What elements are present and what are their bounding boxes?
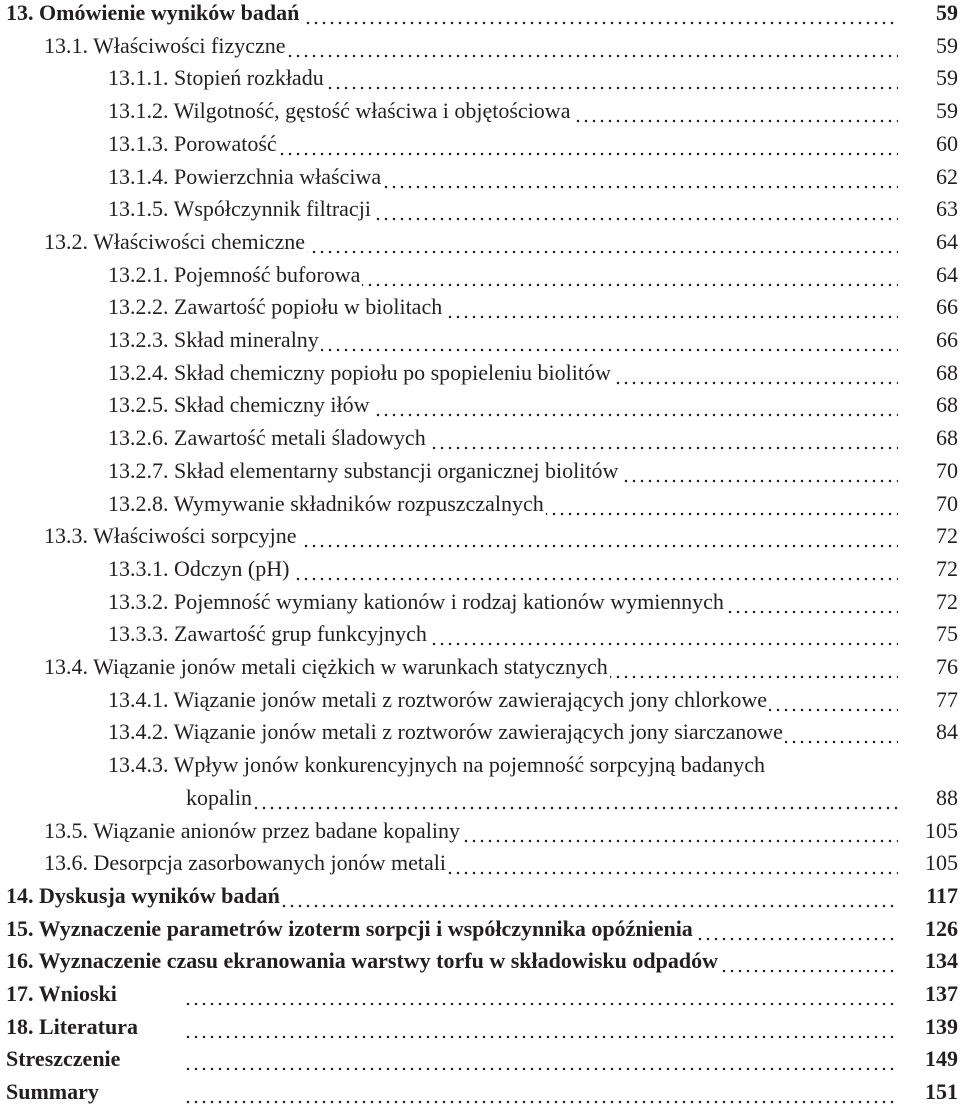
toc-entry-label bbox=[108, 357, 898, 389]
toc-entry-title: 13.3. Właściwości sorpcyjne bbox=[44, 523, 297, 549]
toc-entry-title: 13.2.4. Skład chemiczny popiołu po spopieleniu biolitów bbox=[108, 359, 611, 385]
toc-page-number: 62 bbox=[936, 163, 958, 189]
toc-entry-title: 18. Literatura bbox=[6, 1011, 186, 1043]
toc-entry-title: 13.4.3. Wpływ jonów konkurencyjnych na pojemność sorpcyjną badanych bbox=[108, 752, 766, 778]
toc-entry-title: 13.2.2. Zawartość popiołu w biolitach bbox=[108, 294, 443, 320]
toc-entry[interactable] bbox=[0, 226, 960, 258]
toc-entry[interactable] bbox=[0, 0, 960, 29]
toc-entry[interactable] bbox=[0, 749, 960, 781]
toc-entry-label bbox=[6, 1043, 898, 1075]
toc-page-number: 59 bbox=[936, 0, 958, 25]
toc-entry[interactable] bbox=[0, 913, 960, 945]
toc-entry-title: 13.2.1. Pojemność buforowa bbox=[108, 261, 361, 287]
toc-entry[interactable] bbox=[0, 30, 960, 62]
toc-entry-title: 16. Wyznaczenie czasu ekranowania warstwy torfu w składowisku odpadów bbox=[6, 948, 718, 974]
toc-entry-title: 13.3.1. Odczyn (pH) bbox=[108, 555, 290, 581]
toc-entry-title: 13.1.3. Porowatość bbox=[108, 130, 277, 156]
toc-entry-label bbox=[44, 30, 898, 62]
toc-entry-title: 14. Dyskusja wyników badań bbox=[6, 882, 280, 908]
toc-entry[interactable] bbox=[0, 62, 960, 94]
toc-page-number: 64 bbox=[936, 228, 958, 254]
toc-entry-label bbox=[6, 0, 898, 29]
toc-entry-title: 13.1.1. Stopień rozkładu bbox=[108, 65, 324, 91]
toc-page-number: 75 bbox=[936, 621, 958, 647]
toc-page-number: 149 bbox=[925, 1046, 958, 1072]
toc-page-number: 134 bbox=[925, 948, 958, 974]
toc-page-number: 68 bbox=[936, 425, 958, 451]
toc-entry-label bbox=[44, 847, 898, 879]
toc-entry-title: 13.4.2. Wiązanie jonów metali z roztworów zawierających jony siarczanowe bbox=[108, 719, 783, 745]
toc-page-number: 59 bbox=[936, 98, 958, 124]
toc-page-number: 72 bbox=[936, 588, 958, 614]
toc-entry-title: 13.2.6. Zawartość metali śladowych bbox=[108, 425, 426, 451]
toc-entry[interactable] bbox=[0, 618, 960, 650]
toc-page-number: 117 bbox=[926, 882, 958, 908]
toc-entry-label bbox=[6, 978, 898, 1010]
toc-entry-title: 15. Wyznaczenie parametrów izoterm sorpcji i współczynnika opóźnienia bbox=[6, 915, 693, 941]
toc-page-number: 72 bbox=[936, 555, 958, 581]
toc-entry-label bbox=[108, 618, 898, 650]
toc-page-number: 88 bbox=[936, 784, 958, 810]
toc-entry-label bbox=[44, 651, 898, 683]
toc-entry-title: 13.2.3. Skład mineralny bbox=[108, 327, 319, 352]
toc-page-number: 63 bbox=[936, 196, 958, 222]
toc-entry-label bbox=[44, 815, 898, 847]
toc-page-number: 59 bbox=[936, 32, 958, 58]
toc-entry-title: 13.5. Wiązanie anionów przez badane kopaliny bbox=[44, 817, 460, 843]
toc-entry-label bbox=[108, 128, 898, 160]
toc-entry[interactable] bbox=[0, 259, 960, 291]
toc-page-number: 151 bbox=[925, 1079, 958, 1105]
toc-entry[interactable] bbox=[0, 488, 960, 520]
toc-entry-title: 13.1.2. Wilgotność, gęstość właściwa i objętościowa bbox=[108, 98, 571, 124]
toc-entry-label bbox=[108, 161, 898, 193]
toc-entry-label bbox=[108, 193, 898, 225]
toc-entry[interactable] bbox=[0, 1043, 960, 1075]
toc-entry-title: 17. Wnioski bbox=[6, 978, 186, 1010]
toc-entry[interactable] bbox=[0, 716, 960, 748]
toc-entry[interactable] bbox=[0, 357, 960, 389]
toc-entry[interactable] bbox=[0, 95, 960, 127]
toc-entry-label bbox=[108, 749, 898, 781]
toc-entry[interactable] bbox=[0, 1011, 960, 1043]
toc-entry-label bbox=[108, 455, 898, 487]
toc-entry-label bbox=[108, 488, 898, 520]
toc-entry-title: 13.4.1. Wiązanie jonów metali z roztworów zawierających jony chlorkowe bbox=[108, 686, 768, 712]
toc-entry[interactable] bbox=[0, 161, 960, 193]
toc-entry[interactable] bbox=[0, 128, 960, 160]
toc-entry-label bbox=[6, 1076, 898, 1108]
toc-entry-title: 13.2.5. Skład chemiczny iłów bbox=[108, 392, 370, 418]
toc-entry-label bbox=[6, 945, 898, 977]
toc-entry-title: 13.2. Właściwości chemiczne bbox=[44, 228, 306, 254]
toc-page-number: 70 bbox=[936, 490, 958, 516]
toc-entry-title: Streszczenie bbox=[6, 1043, 186, 1075]
toc-entry-title: 13.2.7. Skład elementarny substancji organicznej biolitów bbox=[108, 457, 619, 483]
toc-entry-label bbox=[44, 520, 898, 552]
toc-entry[interactable] bbox=[0, 847, 960, 879]
toc-entry[interactable] bbox=[0, 389, 960, 421]
toc-entry[interactable] bbox=[0, 978, 960, 1010]
toc-entry[interactable] bbox=[0, 324, 960, 356]
toc-entry[interactable] bbox=[0, 684, 960, 716]
toc-entry[interactable] bbox=[0, 193, 960, 225]
toc-page-number: 76 bbox=[936, 654, 958, 679]
toc-entry-title: 13.1.4. Powierzchnia właściwa bbox=[108, 163, 382, 189]
toc-entry[interactable] bbox=[0, 815, 960, 847]
toc-entry-label bbox=[6, 913, 898, 945]
toc-page-number: 126 bbox=[925, 915, 958, 941]
toc-entry-label bbox=[108, 586, 898, 618]
toc-entry-title: 13.4. Wiązanie jonów metali ciężkich w warunkach statycznych bbox=[44, 654, 608, 679]
toc-entry-title: 13.1. Właściwości fizyczne bbox=[44, 32, 286, 58]
toc-entry-label bbox=[108, 324, 898, 356]
toc-entry[interactable] bbox=[0, 455, 960, 487]
toc-entry-label bbox=[6, 1011, 898, 1043]
toc-page-number: 66 bbox=[936, 294, 958, 320]
toc-entry-title: kopalin bbox=[186, 784, 252, 810]
toc-page-number: 70 bbox=[936, 457, 958, 483]
toc-page-number: 84 bbox=[936, 719, 958, 745]
toc-entry-label bbox=[108, 716, 898, 748]
toc-entry-label bbox=[108, 684, 898, 716]
toc-page-number: 68 bbox=[936, 392, 958, 418]
toc-entry-label bbox=[108, 291, 898, 323]
toc-entry[interactable] bbox=[0, 520, 960, 552]
toc-entry-label bbox=[6, 880, 898, 912]
toc-entry[interactable] bbox=[0, 553, 960, 585]
toc-entry[interactable] bbox=[0, 945, 960, 977]
toc-entry-label bbox=[108, 259, 898, 291]
toc-page-number: 137 bbox=[925, 981, 958, 1006]
toc-entry-title: 13.3.3. Zawartość grup funkcyjnych bbox=[108, 621, 427, 647]
toc-page-number: 105 bbox=[925, 850, 958, 876]
toc-entry-title: 13.2.8. Wymywanie składników rozpuszczalnych bbox=[108, 490, 544, 516]
toc-entry-title: 13.6. Desorpcja zasorbowanych jonów metali bbox=[44, 850, 446, 876]
toc-entry-label bbox=[108, 422, 898, 454]
toc-entry[interactable] bbox=[0, 586, 960, 618]
toc-page-number: 139 bbox=[925, 1013, 958, 1039]
toc-entry[interactable] bbox=[0, 880, 960, 912]
toc-page-number: 59 bbox=[936, 65, 958, 91]
toc-entry[interactable] bbox=[0, 422, 960, 454]
toc-entry-label bbox=[108, 95, 898, 127]
toc-page-number: 68 bbox=[936, 359, 958, 385]
toc-entry-title: 13.1.5. Współczynnik filtracji bbox=[108, 196, 371, 222]
toc-page-number: 105 bbox=[925, 817, 958, 843]
toc-page-number: 66 bbox=[936, 327, 958, 352]
toc-page-number: 72 bbox=[936, 523, 958, 549]
toc-entry-title: 13. Omówienie wyników badań bbox=[6, 0, 300, 25]
toc-entry-title: 13.3.2. Pojemność wymiany kationów i rodzaj kationów wymiennych bbox=[108, 588, 724, 614]
toc-entry-label bbox=[44, 226, 898, 258]
toc-entry-label bbox=[186, 782, 898, 814]
toc-page-number: 60 bbox=[936, 130, 958, 156]
toc-entry-label bbox=[108, 62, 898, 94]
toc-page-number: 77 bbox=[936, 686, 958, 712]
toc-entry[interactable] bbox=[0, 1076, 960, 1108]
toc-entry-continuation[interactable] bbox=[0, 782, 960, 814]
toc-entry[interactable] bbox=[0, 651, 960, 683]
toc-entry-title: Summary bbox=[6, 1076, 186, 1108]
toc-entry[interactable] bbox=[0, 291, 960, 323]
toc-page-number: 64 bbox=[936, 261, 958, 287]
toc-entry-label bbox=[108, 553, 898, 585]
toc-entry-label bbox=[108, 389, 898, 421]
